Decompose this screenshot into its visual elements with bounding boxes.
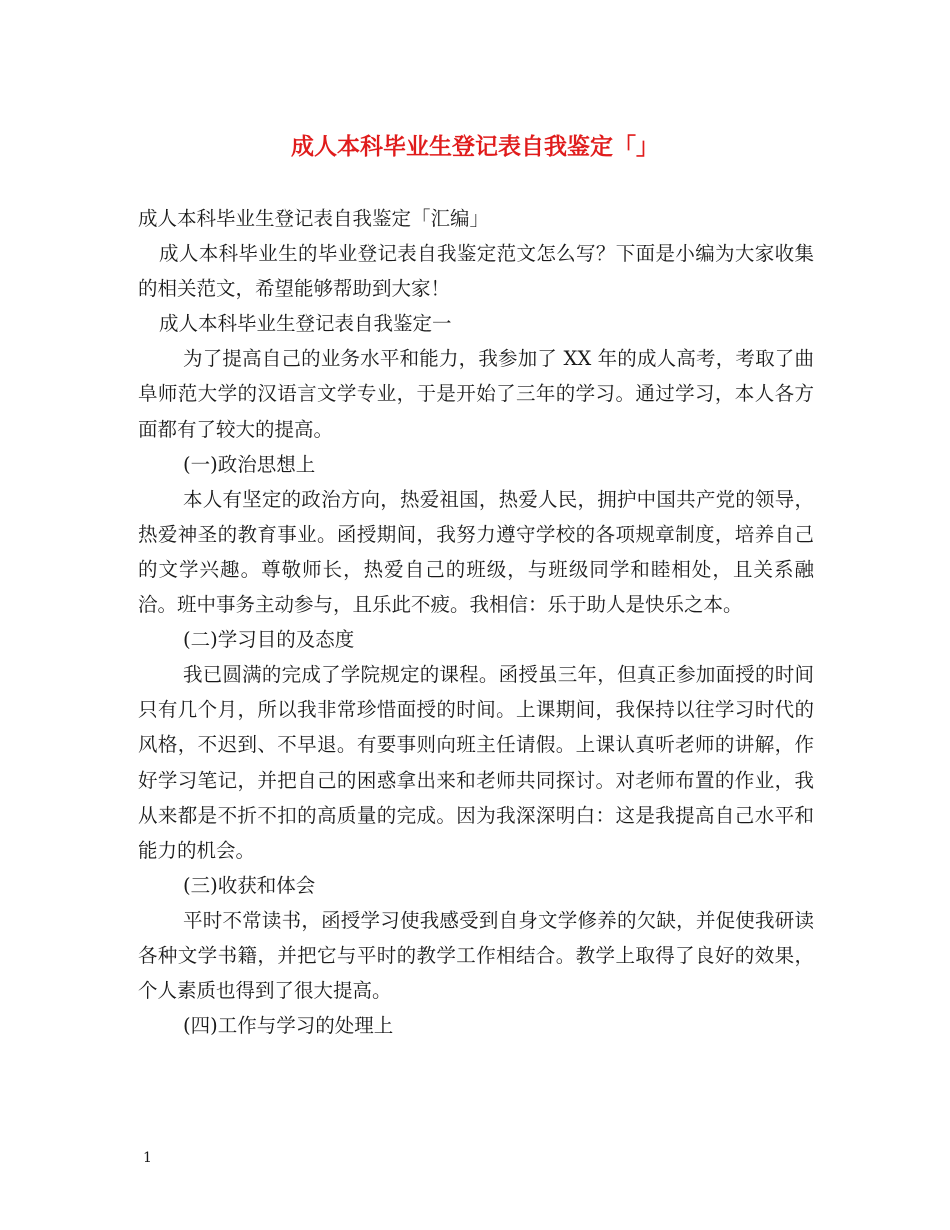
subsection-heading: (二)学习目的及态度 [183,628,355,652]
body-paragraph: 本人有坚定的政治方向，热爱祖国，热爱人民，拥护中国共产党的领导，热爱神圣的教育事业。函授期间，我努力遵守学校的各项规章制度，培养自己的文学兴趣。尊敬师长，热爱自己的班级，与班级同学和睦相处，且关系融洽。班中事务主动参与，且乐此不疲。我相信：乐于助人是快乐之本。 [138,487,814,617]
document-title: 成人本科毕业生登记表自我鉴定「」 [291,133,659,160]
subtitle-line: 成人本科毕业生登记表自我鉴定「汇编」 [138,207,490,230]
intro-paragraph: 成人本科毕业生的毕业登记表自我鉴定范文怎么写？下面是小编为大家收集的相关范文，希望能够帮助到大家！ [138,242,814,301]
body-paragraph: 为了提高自己的业务水平和能力，我参加了 XX 年的成人高考，考取了曲阜师范大学的汉语言文学专业，于是开始了三年的学习。通过学习，本人各方面都有了较大的提高。 [138,347,814,441]
document-body [138,201,814,1043]
subsection-heading: (一)政治思想上 [183,452,316,476]
section-heading: 成人本科毕业生登记表自我鉴定一 [159,312,452,336]
body-paragraph: 我已圆满的完成了学院规定的课程。函授虽三年，但真正参加面授的时间只有几个月，所以我非常珍惜面授的时间。上课期间，我保持以往学习时代的风格，不迟到、不早退。有要事则向班主任请假。上课认真听老师的讲解，作好学习笔记，并把自己的困惑拿出来和老师共同探讨。对老师布置的作业，我从来都是不折不扣的高质量的完成。因为我深深明白：这是我提高自己水平和能力的机会。 [138,663,814,862]
page-number: 1 [143,1150,152,1166]
body-paragraph: 平时不常读书，函授学习使我感受到自身文学修养的欠缺，并促使我研读各种文学书籍，并把它与平时的教学工作相结合。教学上取得了良好的效果，个人素质也得到了很大提高。 [138,908,814,1003]
subsection-heading: (三)收获和体会 [183,873,316,897]
subsection-heading: (四)工作与学习的处理上 [183,1014,394,1038]
